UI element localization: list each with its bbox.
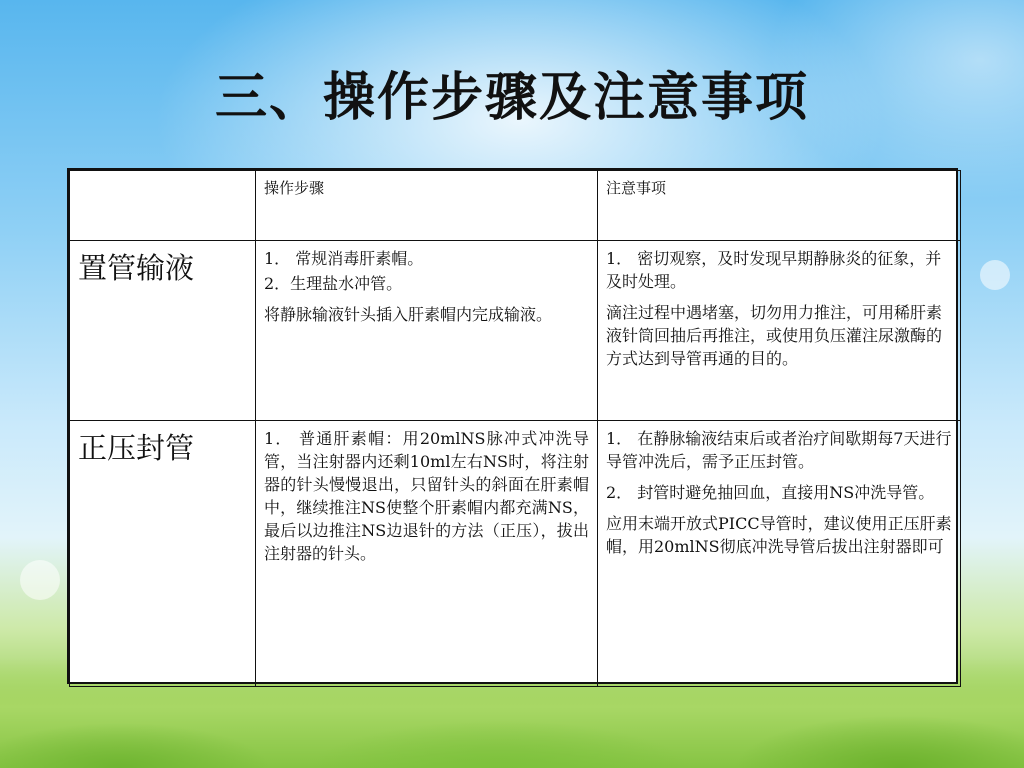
table-row xyxy=(70,241,961,421)
table-header-row xyxy=(70,171,961,241)
note-text: 1． 密切观察，及时发现早期静脉炎的征象，并及时处理。 xyxy=(606,249,942,291)
light-bokeh xyxy=(980,260,1010,290)
notes-cell xyxy=(598,241,961,421)
row-label-infusion: 置管输液 xyxy=(70,241,256,421)
step-text: 1． 普通肝素帽：用20mlNS脉冲式冲洗导管，当注射器内还剩10ml左右NS时，将注射器的针头慢慢退出，只留针头的斜面在肝素帽中，继续推注NS使整个肝素帽内都充满NS，最后以边推注NS边退针的方法（正压），拔出注射器的针头。 xyxy=(264,429,589,563)
header-cell-notes: 注意事项 xyxy=(598,171,961,241)
note-text: 2． 封管时避免抽回血，直接用NS冲洗导管。 xyxy=(606,483,935,502)
light-bokeh xyxy=(20,560,60,600)
note-text: 滴注过程中遇堵塞，切勿用力推注，可用稀肝素液针筒回抽后再推注，或使用负压灌注尿激酶的方式达到导管再通的目的。 xyxy=(606,303,943,368)
note-text: 1． 在静脉输液结束后或者治疗间歇期每7天进行导管冲洗后，需予正压封管。 xyxy=(606,429,952,471)
header-cell-steps: 操作步骤 xyxy=(256,171,598,241)
row-label-sealing: 正压封管 xyxy=(70,421,256,687)
steps-cell xyxy=(256,421,598,687)
table-row xyxy=(70,421,961,687)
step-text: 1． 常规消毒肝素帽。 xyxy=(264,249,424,268)
note-text: 应用末端开放式PICC导管时，建议使用正压肝素帽，用20mlNS彻底冲洗导管后拔出注射器即可 xyxy=(606,514,952,556)
step-text: 2．生理盐水冲管。 xyxy=(264,274,403,293)
steps-cell xyxy=(256,241,598,421)
slide-title: 三、操作步骤及注意事项 xyxy=(214,67,809,128)
steps-table xyxy=(67,168,958,684)
step-text: 将静脉输液针头插入肝素帽内完成输液。 xyxy=(264,305,553,324)
header-cell-empty xyxy=(70,171,256,241)
notes-cell xyxy=(598,421,961,687)
